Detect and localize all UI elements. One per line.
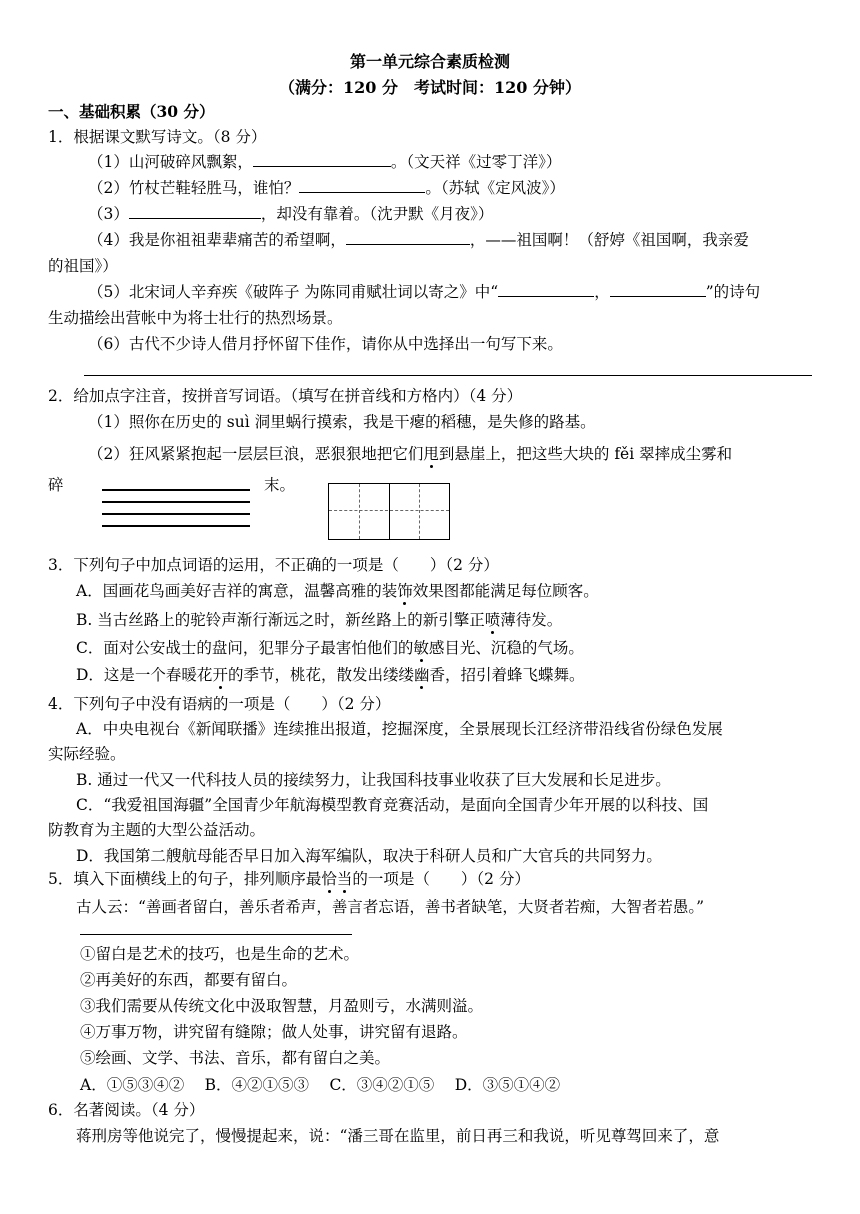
page-title: 第一单元综合素质检测 bbox=[349, 52, 510, 71]
option-text: 薄待发。 bbox=[500, 611, 563, 629]
question-5-sentence-5: ⑤绘画、文学、书法、音乐，都有留白之美。 bbox=[80, 1049, 391, 1067]
question-1-stem: 1．根据课文默写诗文。（8 分） bbox=[48, 128, 267, 146]
question-5-sentence-4: ④万事万物，讲究留有缝隙；做人处事，讲究留有退路。 bbox=[80, 1023, 468, 1041]
stem-text: 5．填入下面横线上的句子，排列顺序最 bbox=[48, 870, 322, 888]
item-text: （4）我是你祖祖辈辈痛苦的希望啊， bbox=[88, 231, 346, 249]
question-5-options: A．①⑤③④② B．④②①⑤③ C．③④②①⑤ D．③⑤①④② bbox=[80, 1076, 561, 1094]
dotted-char: 幽 bbox=[413, 666, 430, 684]
question-1-item-6: （6）古代不少诗人借月抒怀留下佳作，请你从中选择出一句写下来。 bbox=[88, 335, 563, 353]
question-5-sentence-1: ①留白是艺术的技巧，也是生命的艺术。 bbox=[80, 945, 360, 963]
pinyin-line bbox=[102, 525, 250, 527]
question-4-option-b: B. 通过一代又一代科技人员的接续努力，让我国科技事业收获了巨大发展和长足进步。 bbox=[76, 771, 671, 789]
question-2-item-2-cont: 碎 bbox=[48, 476, 64, 494]
stem-text: 的一项是（ ）（2 分） bbox=[352, 870, 530, 888]
question-4-stem: 4．下列句子中没有语病的一项是（ ）（2 分） bbox=[48, 695, 391, 713]
question-5-stem bbox=[48, 869, 530, 889]
answer-blank[interactable] bbox=[253, 152, 391, 167]
item-text: （2）竹杖芒鞋轻胜马，谁怕？ bbox=[88, 179, 300, 197]
item-text: ， bbox=[594, 283, 610, 301]
character-grid[interactable] bbox=[328, 483, 450, 540]
dotted-char: 开 bbox=[212, 666, 228, 684]
grid-guide bbox=[419, 484, 420, 539]
dotted-char: 当 bbox=[336, 870, 353, 888]
answer-blank[interactable] bbox=[129, 204, 261, 219]
option-text: D．这是一个春暖花 bbox=[76, 666, 213, 684]
item-text: 到悬崖上，把这些大块的 fěi 翠摔成尘雾和 bbox=[438, 445, 733, 463]
question-5-sentence-3: ③我们需要从传统文化中汲取智慧，月盈则亏，水满则溢。 bbox=[80, 997, 484, 1015]
question-4-option-c: C．“我爱祖国海疆”全国青少年航海模型教育竞赛活动，是面向全国青少年开展的以科技、国 bbox=[76, 796, 709, 814]
option-text: B. 当古丝路上的驼铃声渐行渐远之时，新丝路上的新引擎正 bbox=[76, 611, 485, 629]
dotted-char: 甩 bbox=[423, 445, 439, 463]
item-text: ”的诗句 bbox=[705, 283, 761, 301]
question-6-stem: 6．名著阅读。（4 分） bbox=[48, 1101, 205, 1119]
dotted-char: 喷 bbox=[484, 611, 501, 629]
item-text: （2）狂风紧紧抱起一层层巨浪，恶狠狠地把它们 bbox=[88, 445, 424, 463]
answer-blank[interactable] bbox=[610, 282, 706, 297]
question-3-option-d bbox=[76, 665, 585, 685]
item-text: ，却没有靠着。（沈尹默《月夜》） bbox=[260, 205, 494, 223]
pinyin-line bbox=[102, 513, 250, 515]
option-text: 的季节，桃花，散发出缕缕 bbox=[227, 666, 414, 684]
option-text: 感目光、沉稳的气场。 bbox=[428, 639, 584, 657]
question-1-item-3 bbox=[88, 204, 493, 224]
question-4-option-a-cont: 实际经验。 bbox=[48, 745, 126, 763]
question-2-item-1: （1）照你在历史的 suì 洞里蜗行摸索，我是干瘪的稻穗，是失修的路基。 bbox=[88, 413, 596, 431]
question-1-item-1 bbox=[88, 152, 561, 172]
question-1-item-5 bbox=[88, 282, 760, 302]
question-1-item-4-cont: 的祖国》） bbox=[48, 257, 118, 275]
question-2-item-2 bbox=[88, 444, 732, 464]
grid-divider bbox=[389, 484, 390, 539]
question-3-option-b bbox=[76, 610, 562, 630]
dotted-char: 饰 bbox=[397, 582, 413, 600]
answer-line[interactable] bbox=[84, 375, 812, 376]
grid-guide bbox=[359, 484, 360, 539]
section-heading: 一、基础积累（30 分） bbox=[48, 102, 215, 121]
question-4-option-c-cont: 防教育为主题的大型公益活动。 bbox=[48, 821, 266, 839]
question-5-sentence-2: ②再美好的东西，都要有留白。 bbox=[80, 971, 298, 989]
item-text: （1）山河破碎风飘絮， bbox=[88, 153, 253, 171]
grid-guide bbox=[329, 510, 449, 511]
question-1-item-2 bbox=[88, 178, 565, 198]
pinyin-line bbox=[102, 501, 250, 503]
item-text: ，——祖国啊！（舒婷《祖国啊，我亲爱 bbox=[469, 231, 749, 249]
option-text: 效果图都能满足每位顾客。 bbox=[412, 582, 599, 600]
question-1-item-4 bbox=[88, 230, 749, 250]
pinyin-line bbox=[102, 489, 250, 491]
page-subtitle: （满分：120 分 考试时间：120 分钟） bbox=[279, 78, 581, 97]
question-3-option-a bbox=[76, 581, 599, 601]
option-text: C．面对公安战士的盘问，犯罪分子最害怕他们的 bbox=[76, 639, 414, 657]
question-3-stem: 3．下列句子中加点词语的运用，不正确的一项是（ ）（2 分） bbox=[48, 556, 499, 574]
item-text: （5）北宋词人辛弃疾《破阵子 为陈同甫赋壮词以寄之》中“ bbox=[88, 283, 499, 301]
dotted-char: 恰 bbox=[321, 870, 337, 888]
question-2-item-2-end: 末。 bbox=[264, 476, 296, 494]
question-4-option-d: D．我国第二艘航母能否早日加入海军编队，取决于科研人员和广大官兵的共同努力。 bbox=[76, 847, 662, 865]
question-2-stem: 2．给加点字注音，按拼音写词语。（填写在拼音线和方格内）（4 分） bbox=[48, 387, 523, 405]
option-text: A．国画花鸟画美好吉祥的寓意，温馨高雅的装 bbox=[76, 582, 398, 600]
answer-blank[interactable] bbox=[346, 230, 470, 245]
item-text: 。（文天祥《过零丁洋》） bbox=[390, 153, 562, 171]
question-3-option-c bbox=[76, 638, 584, 658]
answer-line[interactable] bbox=[80, 934, 352, 935]
question-1-item-5-cont: 生动描绘出营帐中为将士壮行的热烈场景。 bbox=[48, 309, 343, 327]
question-4-option-a: A．中央电视台《新闻联播》连续推出报道，挖掘深度，全景展现长江经济带沿线省份绿色发展 bbox=[76, 720, 723, 738]
item-text: （3） bbox=[88, 205, 129, 223]
option-text: 香，招引着蜂飞蝶舞。 bbox=[429, 666, 585, 684]
answer-blank[interactable] bbox=[299, 178, 425, 193]
item-text: 。（苏轼《定风波》） bbox=[425, 179, 565, 197]
question-5-quote: 古人云：“善画者留白，善乐者希声，善言者忘语，善书者缺笔，大贤者若痴，大智者若愚。” bbox=[76, 898, 705, 916]
answer-blank[interactable] bbox=[498, 282, 594, 297]
question-6-passage: 蒋刑房等他说完了，慢慢提起来，说：“潘三哥在监里，前日再三和我说，听见尊驾回来了，意 bbox=[76, 1127, 720, 1145]
dotted-char: 敏 bbox=[413, 639, 429, 657]
